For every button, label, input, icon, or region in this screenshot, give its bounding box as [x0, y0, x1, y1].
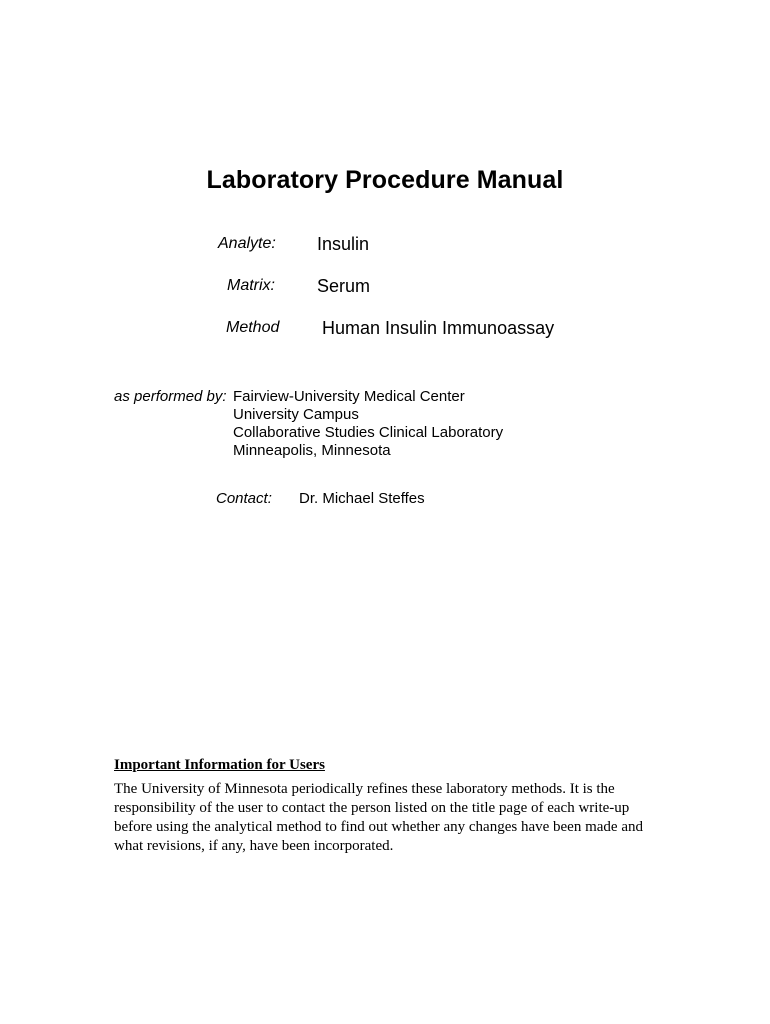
analyte-label: Analyte: [218, 235, 276, 252]
performed-by-label: as performed by: [114, 388, 227, 405]
contact-value: Dr. Michael Steffes [299, 490, 425, 507]
contact-label: Contact: [216, 490, 272, 507]
method-label: Method [226, 319, 280, 336]
analyte-value: Insulin [317, 234, 370, 254]
page-title: Laboratory Procedure Manual [206, 166, 564, 194]
matrix-value: Serum [317, 276, 371, 296]
important-info-body [114, 780, 659, 856]
matrix-label: Matrix: [227, 277, 275, 294]
paragraph-line: what revisions, if any, have been incorporated. [114, 838, 394, 854]
address-line: Collaborative Studies Clinical Laboratory [233, 424, 504, 441]
performed-by-address [233, 388, 503, 460]
paragraph-line: The University of Minnesota periodically refines these laboratory methods. It is the [114, 781, 615, 797]
paragraph-line: before using the analytical method to find out whether any changes have been made and [114, 819, 643, 835]
address-line: Minneapolis, Minnesota [233, 442, 391, 459]
paragraph-line: responsibility of the user to contact the person listed on the title page of each write-up [114, 800, 630, 816]
address-line: Fairview-University Medical Center [233, 388, 465, 405]
method-value: Human Insulin Immunoassay [322, 318, 555, 338]
address-line: University Campus [233, 406, 359, 423]
important-info-heading: Important Information for Users [114, 757, 325, 773]
